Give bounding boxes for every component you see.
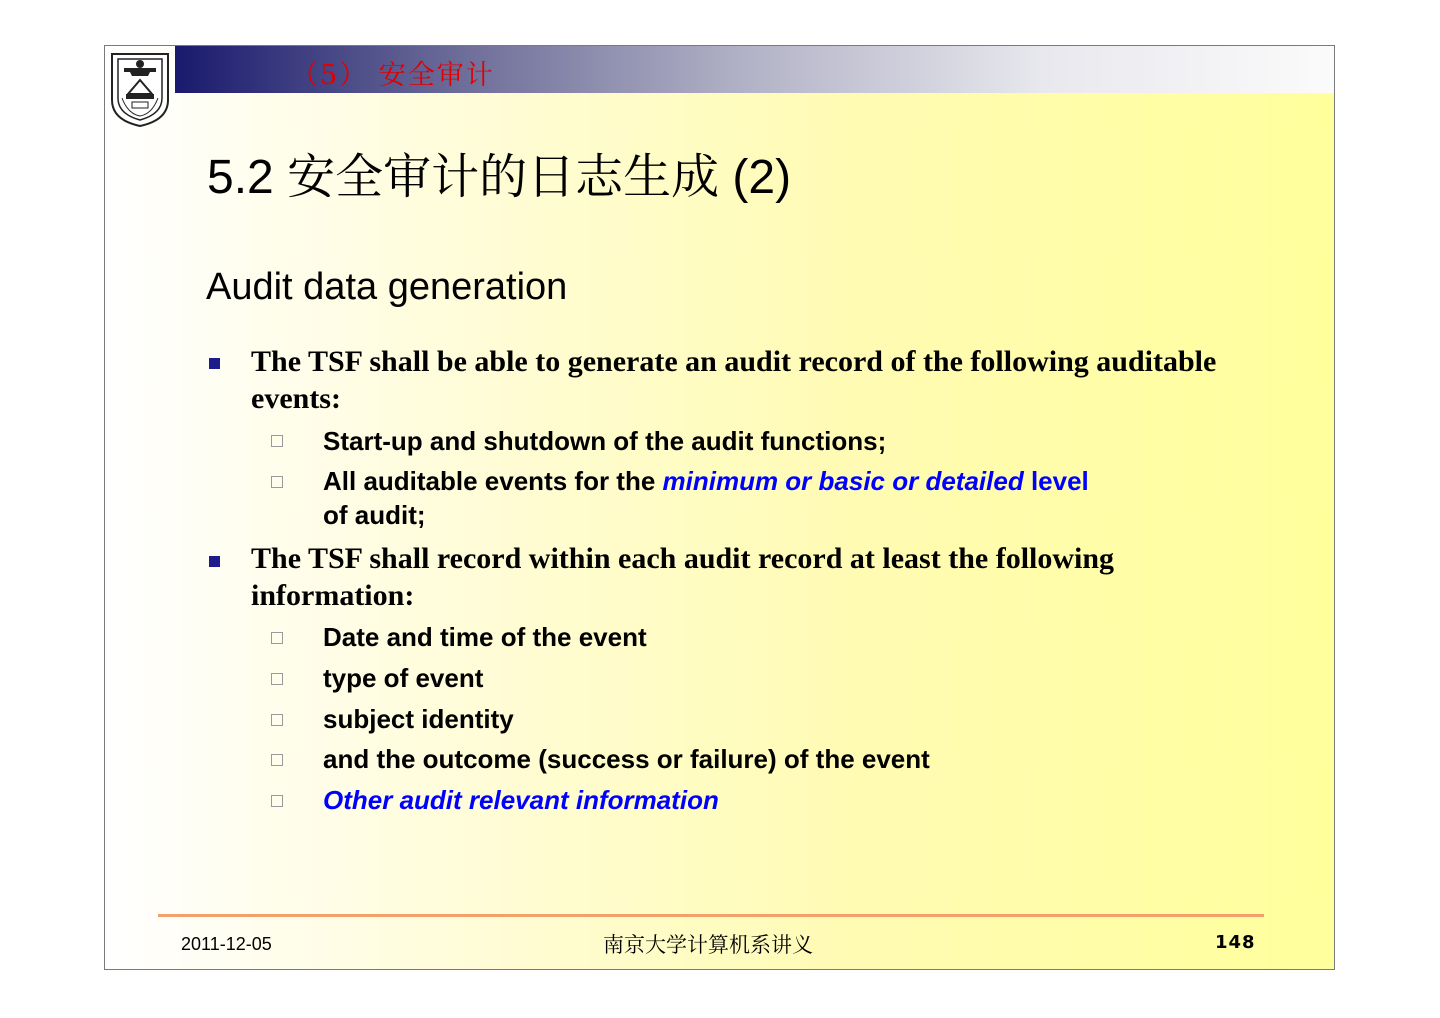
header-bar [175, 46, 1334, 93]
emphasis-plain-text: level [1023, 466, 1089, 496]
sub-bullet-square-icon [271, 632, 283, 644]
sub-bullet-text: All auditable events for the [323, 466, 663, 496]
page-number: 148 [1215, 932, 1256, 953]
sub-bullet-item: and the outcome (success or failure) of the event [323, 744, 930, 774]
footer-course-name: 南京大学计算机系讲义 [603, 933, 813, 957]
sub-bullet-item: Other audit relevant information [323, 785, 719, 815]
sub-bullet-text: of audit; [323, 500, 426, 530]
sub-bullet-square-icon [271, 673, 283, 685]
sub-bullet-item [323, 464, 1243, 532]
slide [104, 45, 1335, 970]
emphasis-text: minimum or basic or detailed [662, 466, 1024, 496]
sub-bullet-item: type of event [323, 663, 484, 693]
sub-bullet-square-icon [271, 795, 283, 807]
section-title: （5） 安全审计 [291, 60, 495, 91]
footer-date: 2011-12-05 [181, 934, 272, 954]
sub-bullet-item: subject identity [323, 704, 514, 734]
bullet-item: The TSF shall record within each audit record at least the following information: [251, 542, 1115, 612]
sub-bullet-square-icon [271, 435, 283, 447]
footer-divider [158, 914, 1264, 917]
bullet-square-icon [209, 556, 220, 567]
sub-bullet-square-icon [271, 714, 283, 726]
sub-bullet-item: Start-up and shutdown of the audit functions; [323, 426, 887, 456]
sub-bullet-square-icon [271, 476, 283, 488]
bullet-item: The TSF shall be able to generate an audit record of the following auditable events: [251, 345, 1217, 415]
bullet-square-icon [209, 358, 220, 369]
sub-bullet-square-icon [271, 754, 283, 766]
slide-title: 5.2 安全审计的日志生成 (2) [207, 151, 792, 204]
slide-subtitle: Audit data generation [206, 266, 568, 308]
sub-bullet-item: Date and time of the event [323, 622, 647, 652]
university-seal-icon [108, 50, 172, 128]
